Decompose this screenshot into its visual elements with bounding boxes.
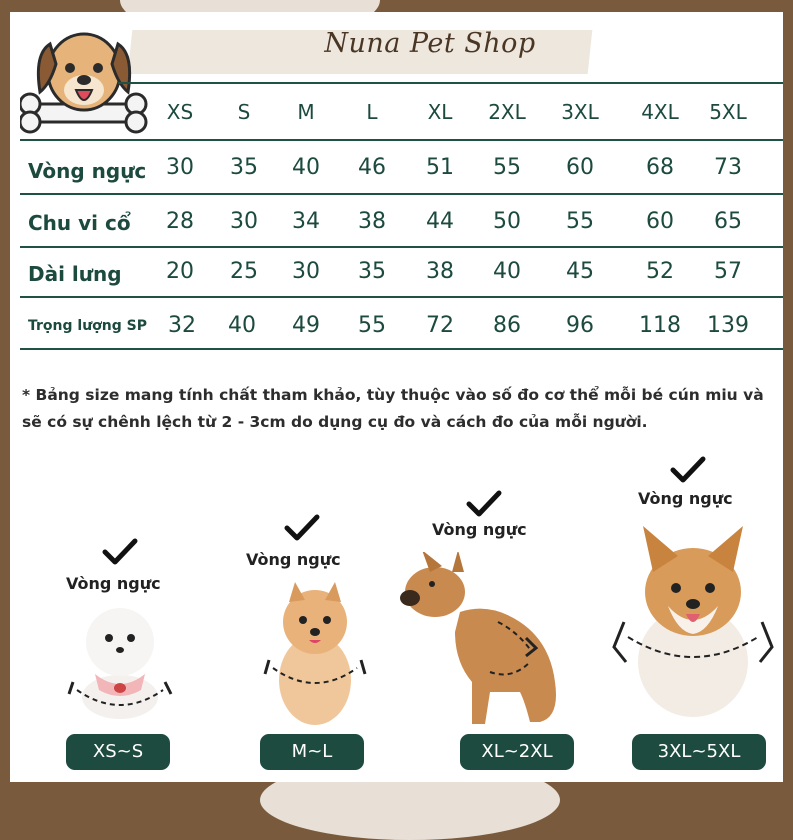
- table-cell: 38: [358, 209, 386, 234]
- size-range-badge-xl-2xl: XL~2XL: [460, 734, 574, 770]
- table-cell: 96: [566, 313, 594, 338]
- table-cell: 52: [646, 259, 674, 284]
- table-cell: 20: [166, 259, 194, 284]
- row-label-back: Dài lưng: [28, 262, 122, 286]
- chest-caption-1: Vòng ngực: [66, 574, 161, 593]
- table-cell: 35: [230, 155, 258, 180]
- table-cell: 30: [292, 259, 320, 284]
- size-header-3xl: 3XL: [561, 100, 599, 124]
- table-cell: 73: [714, 155, 742, 180]
- table-cell: 60: [566, 155, 594, 180]
- table-cell: 118: [639, 313, 681, 338]
- table-cell: 40: [493, 259, 521, 284]
- size-header-m: M: [297, 100, 315, 124]
- table-cell: 28: [166, 209, 194, 234]
- table-cell: 40: [228, 313, 256, 338]
- size-header-4xl: 4XL: [641, 100, 679, 124]
- table-cell: 30: [230, 209, 258, 234]
- table-cell: 68: [646, 155, 674, 180]
- size-header-xs: XS: [166, 100, 194, 124]
- table-cell: 55: [358, 313, 386, 338]
- table-cell: 55: [566, 209, 594, 234]
- table-cell: 72: [426, 313, 454, 338]
- row-label-weight: Trọng lượng SP: [28, 318, 147, 334]
- size-header-5xl: 5XL: [709, 100, 747, 124]
- size-range-badge-xs-s: XS~S: [66, 734, 170, 770]
- size-header-s: S: [237, 100, 251, 124]
- table-cell: 34: [292, 209, 320, 234]
- size-range-badge-m-l: M~L: [260, 734, 364, 770]
- chest-caption-2: Vòng ngực: [246, 550, 341, 569]
- row-label-chest: Vòng ngực: [28, 159, 147, 183]
- table-row-divider: [20, 139, 783, 141]
- size-header-l: L: [366, 100, 378, 124]
- table-cell: 65: [714, 209, 742, 234]
- table-row-divider: [20, 296, 783, 298]
- table-top-line: [118, 82, 783, 84]
- table-cell: 38: [426, 259, 454, 284]
- table-cell: 50: [493, 209, 521, 234]
- corgi-dog-illustration: [608, 522, 778, 722]
- table-row-divider: [20, 348, 783, 350]
- table-cell: 49: [292, 313, 320, 338]
- table-cell: 25: [230, 259, 258, 284]
- size-header-2xl: 2XL: [488, 100, 526, 124]
- table-cell: 35: [358, 259, 386, 284]
- checkmark-icon: [102, 538, 138, 566]
- size-header-xl: XL: [427, 100, 453, 124]
- table-cell: 46: [358, 155, 386, 180]
- row-label-neck: Chu vi cổ: [28, 211, 131, 235]
- checkmark-icon: [284, 514, 320, 542]
- french-bulldog-illustration: [400, 552, 580, 732]
- size-chart-card: [10, 12, 783, 782]
- table-cell: 60: [646, 209, 674, 234]
- chest-caption-4: Vòng ngực: [638, 489, 733, 508]
- table-cell: 55: [493, 155, 521, 180]
- table-cell: 51: [426, 155, 454, 180]
- small-white-dog-illustration: [65, 602, 175, 722]
- table-cell: 139: [707, 313, 749, 338]
- checkmark-icon: [466, 490, 502, 518]
- table-cell: 40: [292, 155, 320, 180]
- dog-logo-icon: [20, 24, 150, 136]
- table-cell: 30: [166, 155, 194, 180]
- table-cell: 44: [426, 209, 454, 234]
- chest-caption-3: Vòng ngực: [432, 520, 527, 539]
- table-cell: 32: [168, 313, 196, 338]
- size-range-badge-3xl-5xl: 3XL~5XL: [632, 734, 766, 770]
- table-cell: 45: [566, 259, 594, 284]
- pomeranian-dog-illustration: [255, 580, 375, 730]
- table-row-divider: [20, 193, 783, 195]
- table-cell: 57: [714, 259, 742, 284]
- table-row-divider: [20, 246, 783, 248]
- shop-name: Nuna Pet Shop: [324, 28, 536, 59]
- table-cell: 86: [493, 313, 521, 338]
- size-note: * Bảng size mang tính chất tham khảo, tùy thuộc vào số đo cơ thể mỗi bé cún miu và sẽ có sự chênh lệch từ 2 - 3cm do dụng cụ đo và cách đo của mỗi người.: [22, 386, 764, 431]
- checkmark-icon: [670, 456, 706, 484]
